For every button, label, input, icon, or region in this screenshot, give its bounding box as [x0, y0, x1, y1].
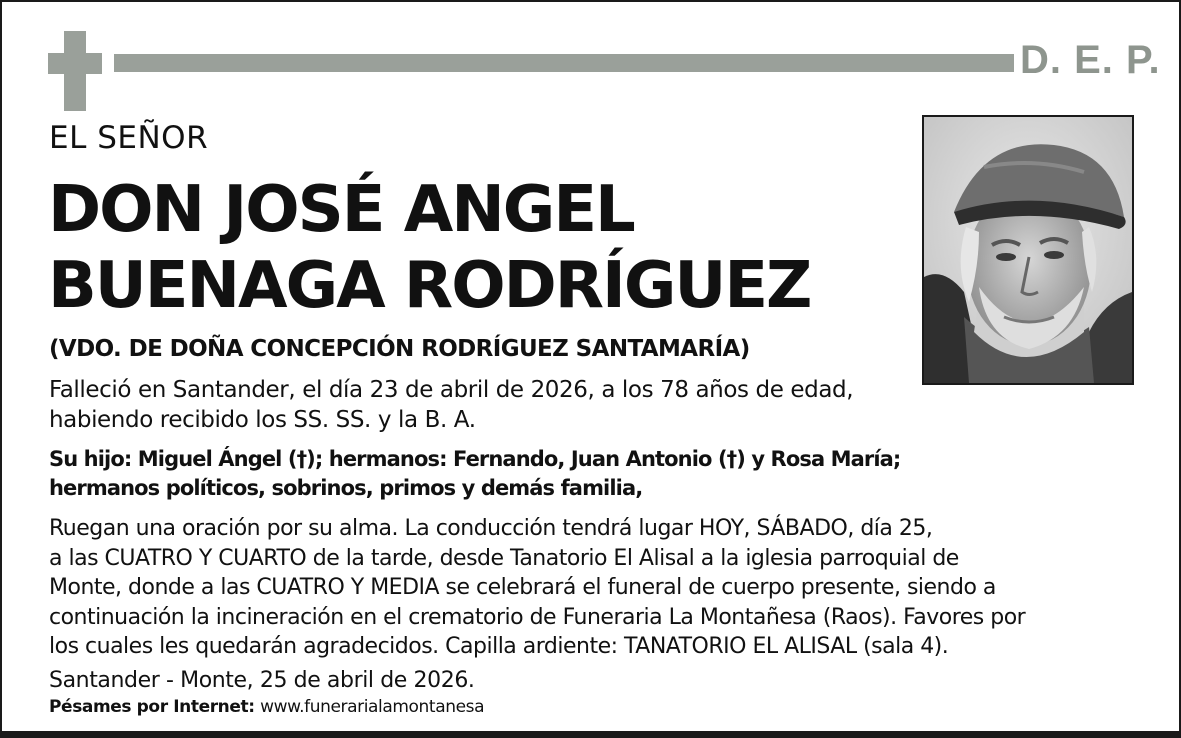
condolences-label: Pésames por Internet:	[49, 697, 255, 717]
name-line-2: BUENAGA RODRÍGUEZ	[48, 249, 811, 323]
service-details	[49, 514, 1025, 662]
name-line-1: DON JOSÉ ANGEL	[48, 173, 634, 247]
death-notice-line: Falleció en Santander, el día 23 de abril de 2026, a los 78 años de edad,	[49, 377, 854, 403]
header-rule	[114, 54, 1014, 72]
service-line: Monte, donde a las CUATRO Y MEDIA se celebrará el funeral de cuerpo presente, siendo a	[49, 575, 996, 600]
deceased-name	[48, 172, 810, 324]
family-line: Su hijo: Miguel Ángel (†); hermanos: Fernando, Juan Antonio (†) y Rosa María;	[49, 447, 901, 471]
service-line: continuación la incineración en el crematorio de Funeraria La Montañesa (Raos). Favores por	[49, 604, 1026, 630]
widower-note: (VDO. DE DOÑA CONCEPCIÓN RODRÍGUEZ SANTAMARÍA)	[49, 336, 750, 362]
family-list	[49, 445, 900, 503]
place-date: Santander - Monte, 25 de abril de 2026.	[49, 668, 475, 693]
family-line: hermanos políticos, sobrinos, primos y demás familia,	[49, 476, 643, 500]
cross-icon	[48, 31, 102, 111]
condolences-line	[49, 697, 484, 717]
dep-label: D. E. P.	[1020, 38, 1161, 82]
service-line: Ruegan una oración por su alma. La conducción tendrá lugar HOY, SÁBADO, día 25,	[49, 516, 933, 541]
service-line: los cuales les quedarán agradecidos. Capilla ardiente: TANATORIO EL ALISAL (sala 4).	[49, 634, 949, 659]
portrait-photo	[922, 115, 1134, 385]
condolences-url: www.funerarialamontanesa	[260, 697, 485, 717]
death-notice-line: habiendo recibido los SS. SS. y la B. A.	[49, 407, 476, 433]
portrait-image	[924, 117, 1132, 383]
service-line: a las CUATRO Y CUARTO de la tarde, desde Tanatorio El Alisal a la iglesia parroquial de	[49, 545, 959, 571]
honorific: EL SEÑOR	[49, 120, 209, 156]
death-notice	[49, 375, 853, 435]
